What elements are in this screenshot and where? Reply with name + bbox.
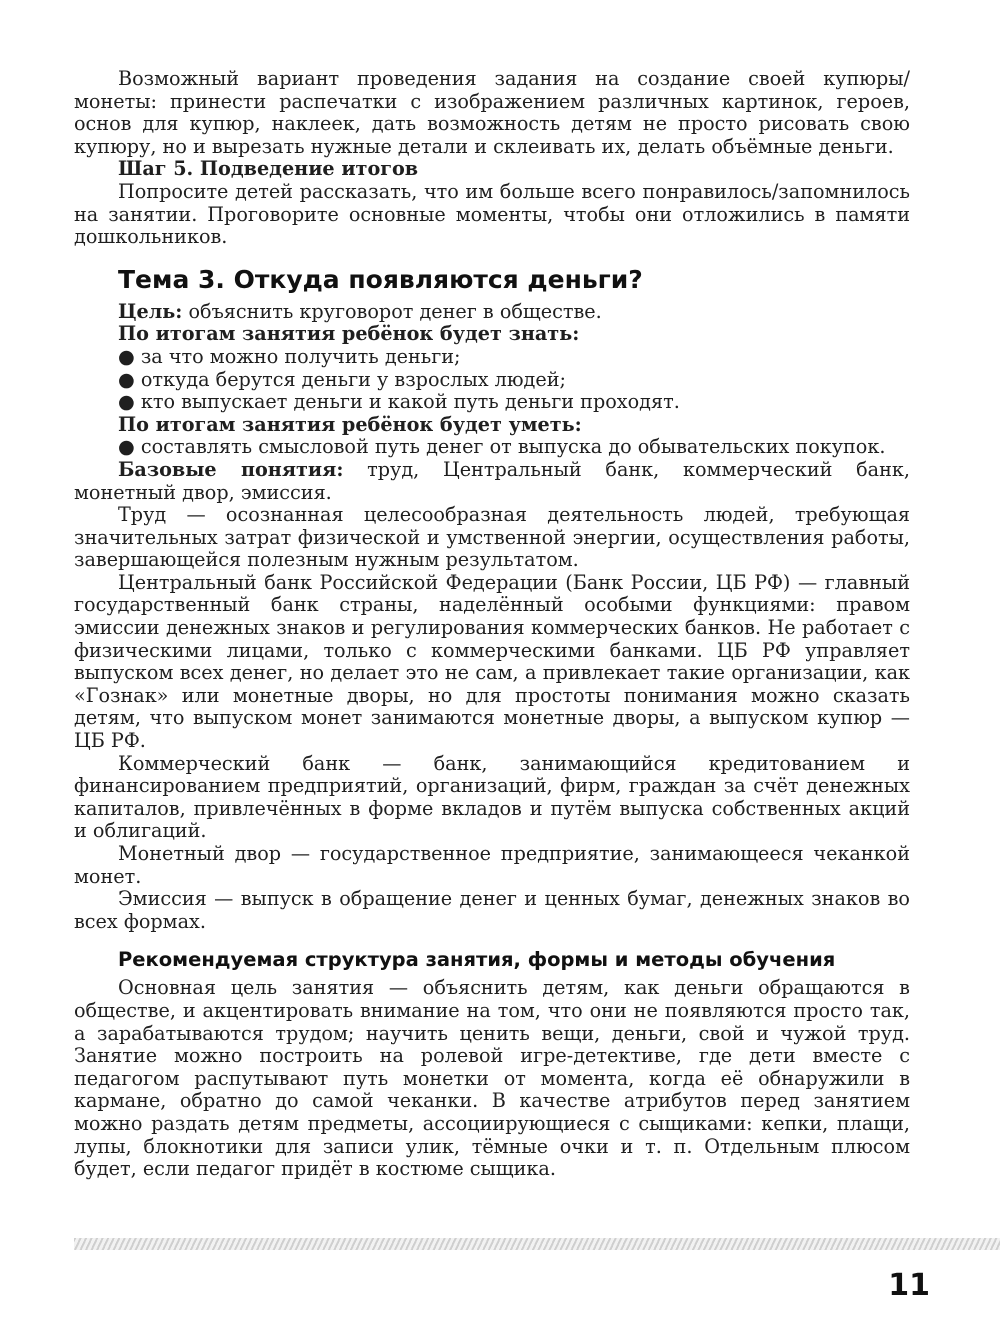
definition-mint: Монетный двор — государственное предприятие, занимающееся чеканкой монет. (74, 842, 910, 888)
page-body (74, 68, 910, 1181)
know-label: По итогам занятия ребёнок будет знать: (118, 322, 580, 346)
can-item: ● составлять смысловой путь денег от выпуска до обывательских покупок. (118, 435, 886, 459)
goal-line (74, 301, 910, 324)
know-item: ● откуда берутся деньги у взрослых людей; (118, 367, 566, 391)
decorative-strip (74, 1238, 1000, 1250)
step-title: Шаг 5. Подведение итогов (118, 157, 419, 181)
definition-emission: Эмиссия — выпуск в обращение денег и ценных бумаг, денежных знаков во всех формах. (74, 887, 910, 933)
definition-commercial-bank: Коммерческий банк — банк, занимающийся кредитованием и финансированием предприятий, организаций, фирм, граждан за счёт денежных капиталов, привлечённых в форме вкладов и путём выпуска собственных акций и облигаций. (74, 751, 910, 843)
page-number: 11 (888, 1268, 930, 1303)
concepts-line (74, 459, 910, 504)
know-item: ● за что можно получить деньги; (118, 344, 461, 368)
topic-title: Тема 3. Откуда появляются деньги? (118, 264, 643, 294)
intro-paragraph: Возможный вариант проведения задания на создание своей купюры/монеты: принести распечатки с изображением различных картинок, героев, основ для купюр, наклеек, дать возможность детям не просто рисовать свою купюру, но и вырезать нужные детали и склеивать их, делать объёмные деньги. (74, 67, 910, 158)
structure-title: Рекомендуемая структура занятия, формы и методы обучения (118, 948, 836, 972)
definition-labor: Труд — осознанная целесообразная деятельность людей, требующая значительных затрат физической и умственной энергии, осуществления работы, завершающейся полезным нужным результатом. (74, 503, 910, 572)
step-text: Попросите детей рассказать, что им больше всего понравилось/запомнилось на занятии. Проговорите основные моменты, чтобы они отложились в памяти дошкольников. (74, 179, 910, 249)
definition-central-bank: Центральный банк Российской Федерации (Банк России, ЦБ РФ) — главный государственный банк страны, наделённый особыми функциями: правом эмиссии денежных знаков и регулирования коммерческих банков. Не работает с физическими лицами, только с коммерческими банками. ЦБ РФ управляет выпуском всех денег, но делает это не сам, а привлекает такие организации, как «Гознак» или монетные дворы, но для простоты понимания можно сказать детям, что выпуском монет занимаются монетные дворы, а выпуском купюр — ЦБ РФ. (74, 570, 910, 753)
can-label: По итогам занятия ребёнок будет уметь: (118, 412, 582, 436)
goal-label: Цель: (118, 299, 183, 323)
goal-text: объяснить круговорот денег в обществе. (182, 299, 602, 323)
structure-paragraph: Основная цель занятия — объяснить детям, как деньги обращаются в обществе, и акцентировать внимание на том, что они не появляются просто так, а зарабатываются трудом; научить ценить вещи, деньги, свой и чужой труд. Занятие можно построить на ролевой игре-детективе, где дети вместе с педагогом распутывают путь монетки от момента, когда её обнаружили в кармане, обратно до самой чеканки. В качестве атрибутов перед занятием можно раздать детям предметы, ассоциирующиеся с сыщиками: кепки, плащи, лупы, блокнотики для записи улик, тёмные очки и т. п. Отдельным плюсом будет, если педагог придёт в костюме сыщика. (74, 976, 910, 1181)
concepts-text: труд, Центральный банк, коммерческий банк, монетный двор, эмиссия. (74, 457, 910, 504)
know-item: ● кто выпускает деньги и какой путь деньги проходят. (118, 390, 680, 414)
concepts-label: Базовые понятия: (118, 457, 344, 481)
